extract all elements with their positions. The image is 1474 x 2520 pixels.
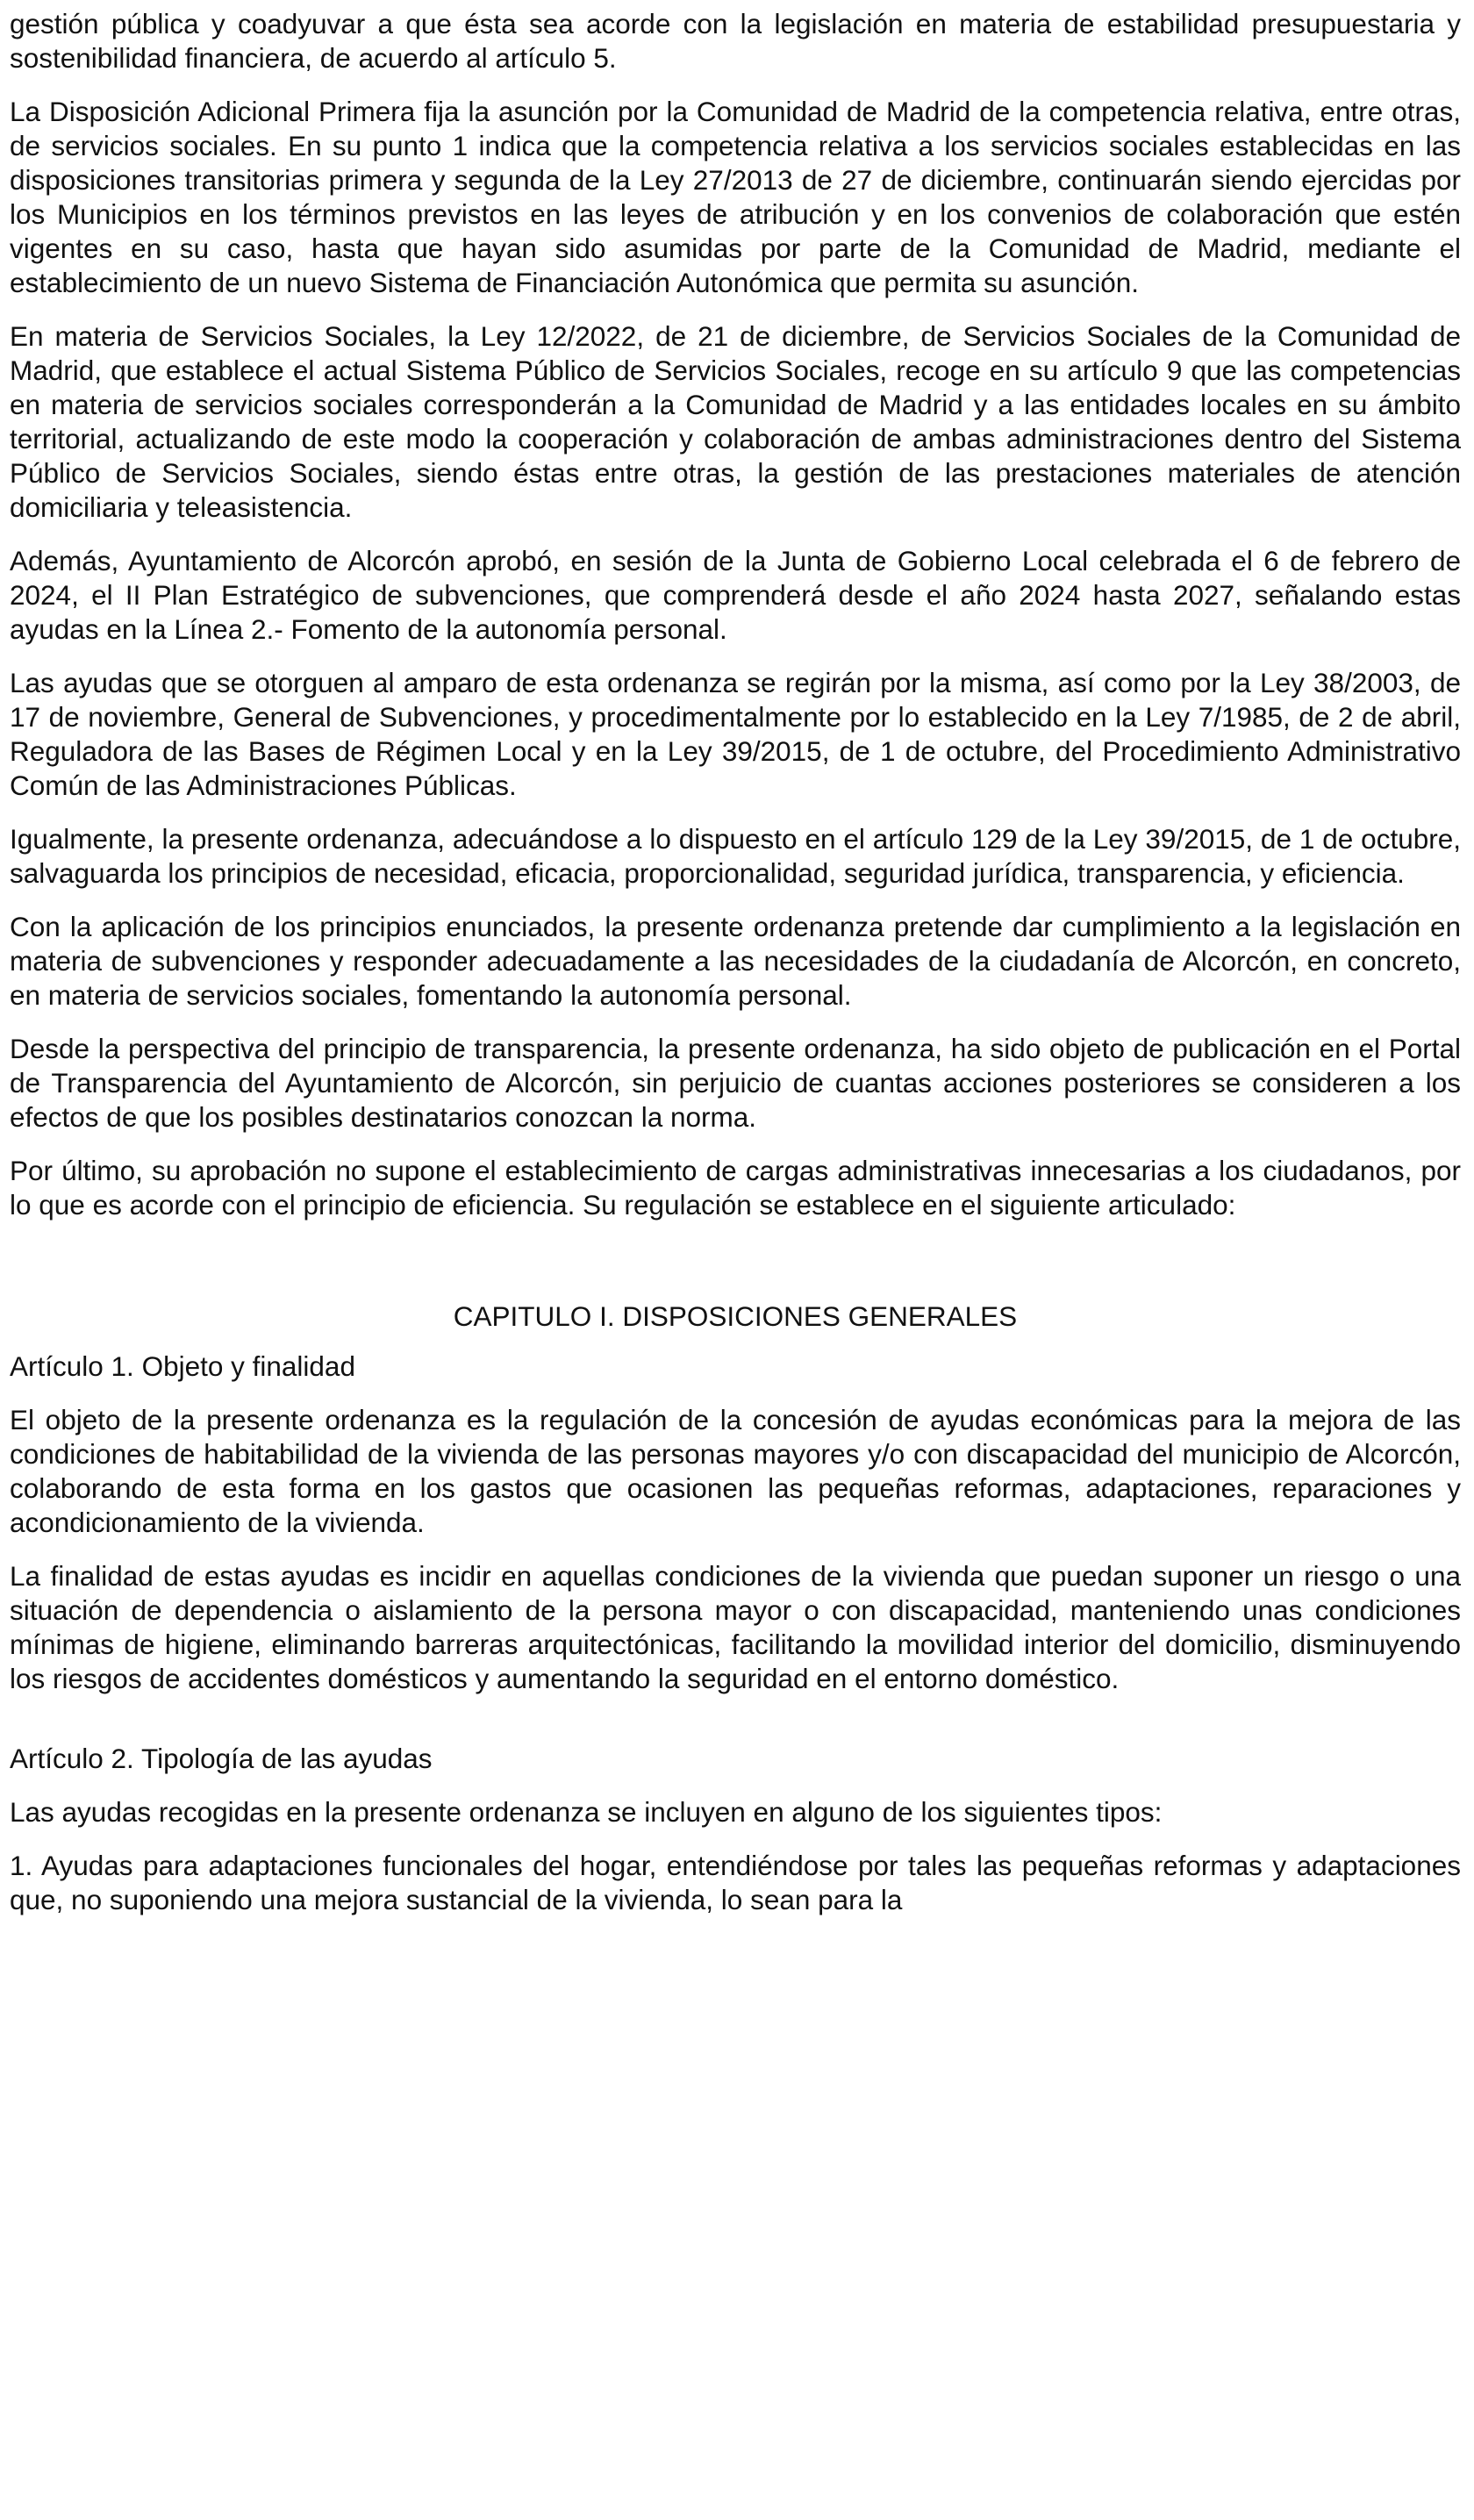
article-2-paragraph-1: Las ayudas recogidas en la presente ordenanza se incluyen en alguno de los siguientes tipos: — [10, 1796, 1163, 1828]
intro-paragraph-2: La Disposición Adicional Primera fija la asunción por la Comunidad de Madrid de la competencia relativa, entre otras, de servicios sociales. En su punto 1 indica que la competencia relativa a los servicios sociales establecidas en las disposiciones transitorias primera y segunda de la Ley 27/2013 de 27 de diciembre, continuarán siendo ejercidas por los Municipios en los términos previstos en las leyes de atribución y en los convenios de colaboración que estén vigentes en su caso, hasta que hayan sido asumidas por parte de la Comunidad de Madrid, mediante el establecimiento de un nuevo Sistema de Financiación Autonómica que permita su asunción. — [10, 96, 1461, 298]
intro-paragraph-1: gestión pública y coadyuvar a que ésta sea acorde con la legislación en materia de estabilidad presupuestaria y sostenibilidad financiera, de acuerdo al artículo 5. — [10, 8, 1461, 74]
intro-paragraph-6: Igualmente, la presente ordenanza, adecuándose a lo dispuesto en el artículo 129 de la Ley 39/2015, de 1 de octubre, salvaguarda los principios de necesidad, eficacia, proporcionalidad, seguridad jurídica, transparencia, y eficiencia. — [10, 823, 1461, 889]
article-2-heading: Artículo 2. Tipología de las ayudas — [10, 1743, 433, 1774]
intro-paragraph-9: Por último, su aprobación no supone el establecimiento de cargas administrativas innecesarias a los ciudadanos, por lo que es acorde con el principio de eficiencia. Su regulación se establece en el siguiente articulado: — [10, 1155, 1461, 1221]
document-page — [10, 7, 1461, 1937]
intro-paragraph-7: Con la aplicación de los principios enunciados, la presente ordenanza pretende dar cumplimiento a la legislación en materia de subvenciones y responder adecuadamente a las necesidades de la ciudadanía de Alcorcón, en concreto, en materia de servicios sociales, fomentando la autonomía personal. — [10, 911, 1461, 1011]
intro-paragraph-3: En materia de Servicios Sociales, la Ley 12/2022, de 21 de diciembre, de Servicios Sociales de la Comunidad de Madrid, que establece el actual Sistema Público de Servicios Sociales, recoge en su artículo 9 que las competencias en materia de servicios sociales corresponderán a la Comunidad de Madrid y a las entidades locales en su ámbito territorial, actualizando de este modo la cooperación y colaboración de ambas administraciones dentro del Sistema Público de Servicios Sociales, siendo éstas entre otras, la gestión de las prestaciones materiales de atención domiciliaria y teleasistencia. — [10, 320, 1461, 523]
chapter-title: CAPITULO I. DISPOSICIONES GENERALES — [453, 1300, 1018, 1332]
intro-paragraph-4: Además, Ayuntamiento de Alcorcón aprobó, en sesión de la Junta de Gobierno Local celebrada el 6 de febrero de 2024, el II Plan Estratégico de subvenciones, que comprenderá desde el año 2024 hasta 2027, señalando estas ayudas en la Línea 2.- Fomento de la autonomía personal. — [10, 545, 1461, 645]
article-2-paragraph-2: 1. Ayudas para adaptaciones funcionales del hogar, entendiéndose por tales las pequeñas reformas y adaptaciones que, no suponiendo una mejora sustancial de la vivienda, lo sean para la — [10, 1850, 1461, 1915]
intro-paragraph-8: Desde la perspectiva del principio de transparencia, la presente ordenanza, ha sido objeto de publicación en el Portal de Transparencia del Ayuntamiento de Alcorcón, sin perjuicio de cuantas acciones posteriores se consideren a los efectos de que los posibles destinatarios conozcan la norma. — [10, 1033, 1461, 1133]
article-1-heading: Artículo 1. Objeto y finalidad — [10, 1350, 355, 1382]
article-1-paragraph-1: El objeto de la presente ordenanza es la regulación de la concesión de ayudas económicas para la mejora de las condiciones de habitabilidad de la vivienda de las personas mayores y/o con discapacidad del municipio de Alcorcón, colaborando de esta forma en los gastos que ocasionen las pequeñas reformas, adaptaciones, reparaciones y acondicionamiento de la vivienda. — [10, 1404, 1461, 1538]
article-1-paragraph-2: La finalidad de estas ayudas es incidir en aquellas condiciones de la vivienda que puedan suponer un riesgo o una situación de dependencia o aislamiento de la persona mayor o con discapacidad, manteniendo unas condiciones mínimas de higiene, eliminando barreras arquitectónicas, facilitando la movilidad interior del domicilio, disminuyendo los riesgos de accidentes domésticos y aumentando la seguridad en el entorno doméstico. — [10, 1560, 1461, 1694]
intro-paragraph-5: Las ayudas que se otorguen al amparo de esta ordenanza se regirán por la misma, así como por la Ley 38/2003, de 17 de noviembre, General de Subvenciones, y procedimentalmente por lo establecido en la Ley 7/1985, de 2 de abril, Reguladora de las Bases de Régimen Local y en la Ley 39/2015, de 1 de octubre, del Procedimiento Administrativo Común de las Administraciones Públicas. — [10, 667, 1461, 801]
